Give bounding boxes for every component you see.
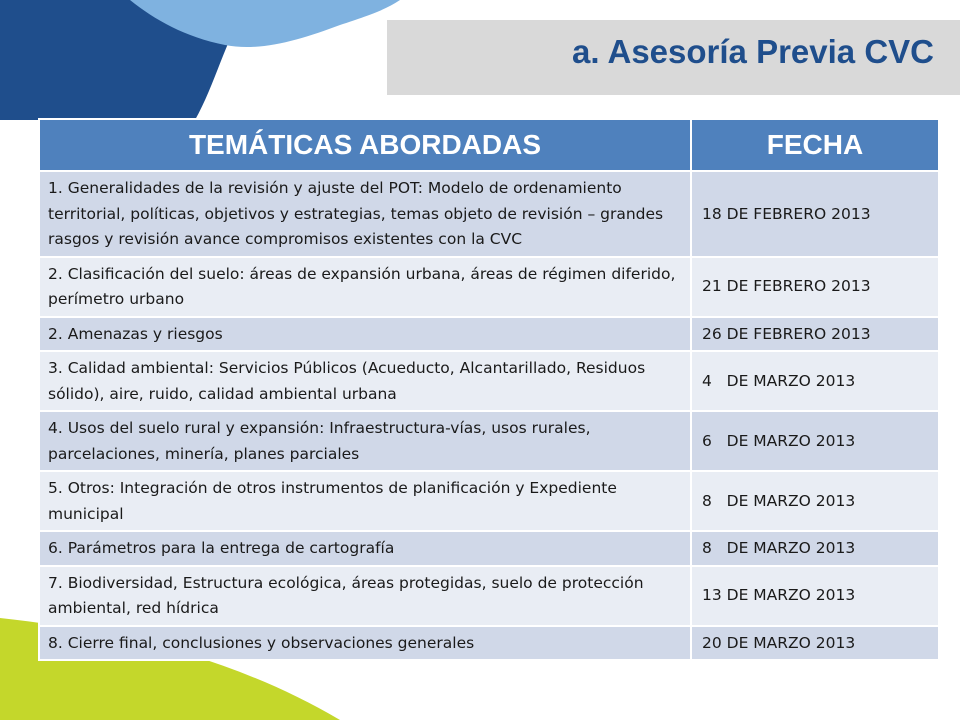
topic-cell: 6. Parámetros para la entrega de cartografía bbox=[39, 531, 691, 566]
title-banner bbox=[387, 20, 960, 95]
topic-cell: 4. Usos del suelo rural y expansión: Infraestructura-vías, usos rurales, parcelaciones, minería, planes parciales bbox=[39, 411, 691, 471]
topic-cell: 1. Generalidades de la revisión y ajuste del POT: Modelo de ordenamiento territorial, políticas, objetivos y estrategias, temas objeto de revisión – grandes rasgos y revisión avance compromisos existentes con la CVC bbox=[39, 171, 691, 257]
topic-cell: 2. Clasificación del suelo: áreas de expansión urbana, áreas de régimen diferido, perímetro urbano bbox=[39, 257, 691, 317]
topic-cell: 8. Cierre final, conclusiones y observaciones generales bbox=[39, 626, 691, 661]
topic-cell: 3. Calidad ambiental: Servicios Públicos (Acueducto, Alcantarillado, Residuos sólido), aire, ruido, calidad ambiental urbana bbox=[39, 351, 691, 411]
date-cell: 21 DE FEBRERO 2013 bbox=[691, 257, 939, 317]
date-cell: 13 DE MARZO 2013 bbox=[691, 566, 939, 626]
table-row bbox=[39, 471, 939, 531]
date-cell: 18 DE FEBRERO 2013 bbox=[691, 171, 939, 257]
topic-cell: 7. Biodiversidad, Estructura ecológica, áreas protegidas, suelo de protección ambiental, red hídrica bbox=[39, 566, 691, 626]
table-row bbox=[39, 317, 939, 352]
date-cell: 4 DE MARZO 2013 bbox=[691, 351, 939, 411]
table-row bbox=[39, 411, 939, 471]
date-cell: 26 DE FEBRERO 2013 bbox=[691, 317, 939, 352]
table-row bbox=[39, 351, 939, 411]
table-row bbox=[39, 626, 939, 661]
date-cell: 6 DE MARZO 2013 bbox=[691, 411, 939, 471]
table-row bbox=[39, 566, 939, 626]
date-cell: 20 DE MARZO 2013 bbox=[691, 626, 939, 661]
slide-title: a. Asesoría Previa CVC bbox=[572, 33, 934, 70]
table-header-row bbox=[39, 119, 939, 171]
date-cell: 8 DE MARZO 2013 bbox=[691, 531, 939, 566]
header-topics: TEMÁTICAS ABORDADAS bbox=[39, 119, 691, 171]
header-date: FECHA bbox=[691, 119, 939, 171]
date-cell: 8 DE MARZO 2013 bbox=[691, 471, 939, 531]
table-row bbox=[39, 171, 939, 257]
topic-cell: 2. Amenazas y riesgos bbox=[39, 317, 691, 352]
topics-table bbox=[38, 118, 940, 661]
topic-cell: 5. Otros: Integración de otros instrumentos de planificación y Expediente municipal bbox=[39, 471, 691, 531]
table-row bbox=[39, 531, 939, 566]
table-row bbox=[39, 257, 939, 317]
